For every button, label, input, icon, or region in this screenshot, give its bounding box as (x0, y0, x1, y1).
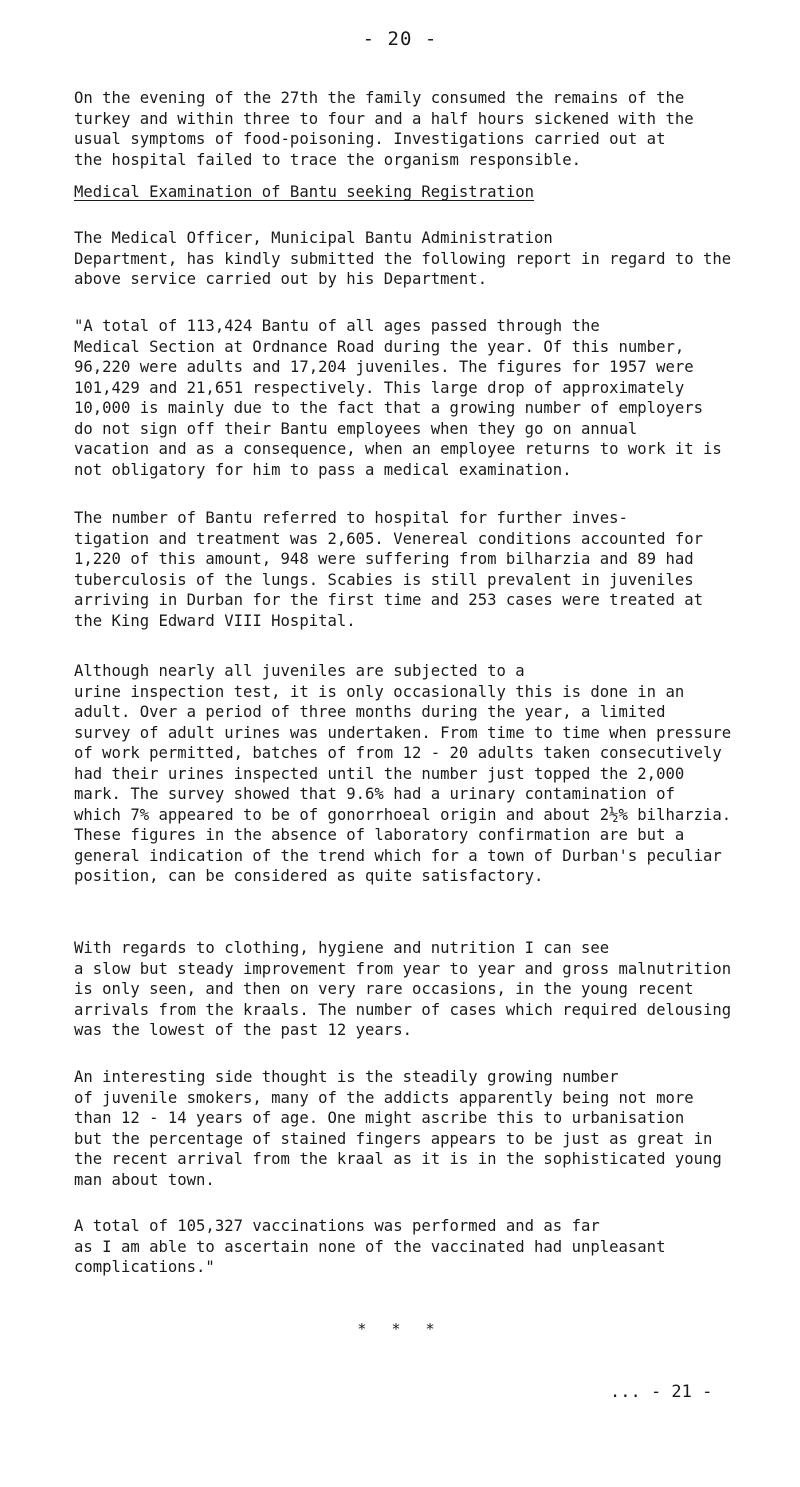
section-heading: Medical Examination of Bantu seeking Registration (74, 183, 535, 201)
intro-paragraph: On the evening of the 27th the family consumed the remains of the turkey and within three to four and a half hours sickened with the usual symptoms of food-poisoning. Investigations carried out at the hospital failed to trace the organism responsible. (74, 89, 694, 169)
page-number: - 20 - (362, 28, 438, 50)
page-continuation: ... - 21 - (610, 1382, 713, 1402)
paragraph-referrals: The number of Bantu referred to hospital for further inves- tigation and treatment was 2,605. Venereal conditions accounted for 1,220 of this amount, 948 were suffering from bilharzia and 89 had tuberculosis of the lungs. Scabies is still prevalent in juveniles arriving in Durban for the first time and 253 cases were treated at the King Edward VIII Hospital. (74, 509, 704, 630)
paragraph-juvenile-smokers: An interesting side thought is the steadily growing number of juvenile smokers, many of the addicts apparently being not more than 12 - 14 years of age. One might ascribe this to urbanisation but the percentage of stained fingers appears to be just as great in the recent arrival from the kraal as it is in the sophisticated young man about town. (74, 1068, 722, 1189)
paragraph-clothing-hygiene: With regards to clothing, hygiene and nutrition I can see a slow but steady improvement from year to year and gross malnutrition is only seen, and then on very rare occasions, in the young recent arrivals from the kraals. The number of cases which required delousing was the lowest of the past 12 years. (74, 939, 732, 1039)
paragraph-officer-report: The Medical Officer, Municipal Bantu Administration Department, has kindly submitted the following report in regard to the above service carried out by his Department. (74, 229, 732, 288)
section-separator: * * * (357, 1320, 443, 1338)
paragraph-totals: "A total of 113,424 Bantu of all ages passed through the Medical Section at Ordnance Road during the year. Of this number, 96,220 were adults and 17,204 juveniles. The figures for 1957 were 101,429 and 21,651 respectively. This large drop of approximately 10,000 is mainly due to the fact that a growing number of employers do not sign off their Bantu employees when they go on annual vacation and as a consequence, when an employee returns to work it is not obligatory for him to pass a medical examination. (74, 317, 722, 479)
paragraph-urine-survey: Although nearly all juveniles are subjected to a urine inspection test, it is only occasionally this is done in an adult. Over a period of three months during the year, a limited survey of adult urines was undertaken. From time to time when pressure of work permitted, batches of from 12 - 20 adults taken consecutively had their urines inspected until the number just topped the 2,000 mark. The survey showed that 9.6% had a urinary contamination of which 7% appeared to be of gonorrhoeal origin and about 2½% bilharzia. These figures in the absence of laboratory confirmation are but a general indication of the trend which for a town of Durban's peculiar position, can be considered as quite satisfactory. (74, 662, 732, 885)
paragraph-vaccinations: A total of 105,327 vaccinations was performed and as far as I am able to ascertain none of the vaccinated had unpleasant complications." (74, 1217, 666, 1276)
